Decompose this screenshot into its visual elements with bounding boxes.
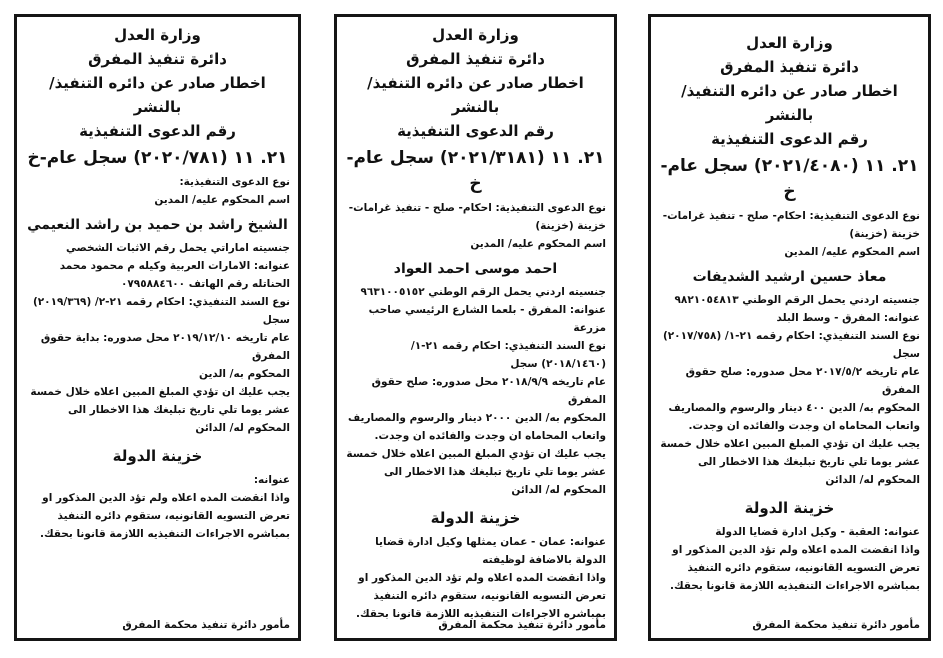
- footer-signature: مأمور دائرة تنفيذ محكمة المفرق: [752, 619, 920, 631]
- case-number: ٢١. ١١ (٢٠٢٠/٧٨١) سجل عام-خ: [27, 148, 288, 168]
- amount: المحكوم به/ الدين ٢٠٠٠ دينار والرسوم والمصاريف واتعاب المحاماه ان وجدت والفائده ان وجدت.: [348, 412, 606, 442]
- notice-title: اخطار صادر عن دائره التنفيذ/ بالنشر: [681, 82, 898, 124]
- creditor-name: خزينة الدولة: [744, 499, 835, 517]
- department-title: دائرة تنفيذ المفرق: [88, 50, 227, 68]
- payment-notice: يجب عليك ان تؤدي المبلغ المبين اعلاه خلال خمسة عشر يوما تلي تاريخ تبليغك هذا الاخطار الى المحكوم له/ الدائن: [660, 438, 920, 486]
- footer-signature: مأمور دائرة تنفيذ محكمة المفرق: [122, 619, 290, 631]
- notice-title: اخطار صادر عن دائره التنفيذ/ بالنشر: [49, 74, 266, 116]
- ministry-title: وزارة العدل: [746, 34, 833, 52]
- debtor-name: معاذ حسين ارشيد الشديفات: [692, 269, 887, 285]
- amount: المحكوم به/ الدين ٤٠٠ دينار والرسوم والمصاريف واتعاب المحاماه ان وجدت والفائده ان وجدت.: [668, 402, 920, 432]
- notice-1: [648, 14, 931, 641]
- payment-notice: يجب عليك ان تؤدي المبلغ المبين اعلاه خلال خمسة عشر يوما تلي تاريخ تبليغك هذا الاخطار الى المحكوم له/ الدائن: [30, 386, 290, 434]
- deed-date: عام تاريخه ٢٠١٧/٥/٢ محل صدوره: صلح حقوق المفرق: [685, 366, 920, 396]
- notice-3: [14, 14, 301, 641]
- warning-text: واذا انقضت المده اعلاه ولم تؤد الدين المذكور او تعرض التسويه القانونيه، ستقوم دائره التنفيذ بمباشره الاجراءات التنفيذيه اللازمة قانونا بحقك.: [355, 572, 606, 620]
- creditor-address: عنوانه: العقبة - وكيل ادارة قضايا الدولة: [715, 526, 920, 538]
- creditor-address: عنوانه: عمان - عمان يمثلها وكيل ادارة قضايا الدولة بالاضافة لوظيفته: [375, 536, 606, 566]
- notice-title: اخطار صادر عن دائره التنفيذ/ بالنشر: [367, 74, 584, 116]
- deed-date: عام تاريخه ٢٠١٩/١٢/١٠ محل صدوره: بداية حقوق المفرق: [40, 332, 290, 362]
- payment-notice: يجب عليك ان تؤدي المبلغ المبين اعلاه خلال خمسة عشر يوما تلي تاريخ تبليغك هذا الاخطار الى المحكوم له/ الدائن: [346, 448, 606, 496]
- debtor-label: اسم المحكوم عليه/ المدين: [154, 194, 290, 206]
- nationality: جنسيته اردني يحمل الرقم الوطني ٩٨٢١٠٥٤٨١٣: [674, 294, 920, 306]
- notice-2: [334, 14, 617, 641]
- case-label: رقم الدعوى التنفيذية: [397, 122, 554, 140]
- case-number: ٢١. ١١ (٢٠٢١/٤٠٨٠) سجل عام-خ: [660, 156, 919, 202]
- case-label: رقم الدعوى التنفيذية: [79, 122, 236, 140]
- deed-type: نوع السند التنفيذي: احكام رقمه ٢١-١/ (٢٠١٨/١٤٦٠) سجل: [410, 340, 606, 370]
- address: عنوانه: المفرق - بلعما الشارع الرئيسي صاحب مزرعة: [368, 304, 606, 334]
- warning-text: واذا انقضت المده اعلاه ولم تؤد الدين المذكور او تعرض التسويه القانونيه، ستقوم دائره التنفيذ بمباشره الاجراءات التنفيذيه اللازمة قانونا بحقك.: [669, 544, 920, 592]
- ministry-title: وزارة العدل: [114, 26, 201, 44]
- department-title: دائرة تنفيذ المفرق: [720, 58, 859, 76]
- creditor-address: عنوانه:: [253, 474, 290, 486]
- warning-text: واذا انقضت المده اعلاه ولم تؤد الدين المذكور او تعرض التسويه القانونيه، ستقوم دائره التنفيذ بمباشره الاجراءات التنفيذيه اللازمة قانونا بحقك.: [39, 492, 290, 540]
- address: عنوانه: المفرق - وسط البلد: [776, 312, 920, 324]
- case-type: نوع الدعوى التنفيذية: احكام- صلح - تنفيذ غرامات- خزينة (خزينة): [662, 210, 920, 240]
- department-title: دائرة تنفيذ المفرق: [406, 50, 545, 68]
- debtor-name: الشيخ راشد بن حميد بن راشد النعيمي: [27, 217, 288, 233]
- amount: المحكوم به/ الدين: [199, 368, 290, 380]
- nationality: جنسيته اماراتي يحمل رقم الاثبات الشخصي: [66, 242, 290, 254]
- debtor-label: اسم المحكوم عليه/ المدين: [784, 246, 920, 258]
- footer-signature: مأمور دائرة تنفيذ محكمة المفرق: [438, 619, 606, 631]
- creditor-name: خزينة الدولة: [112, 447, 203, 465]
- case-label: رقم الدعوى التنفيذية: [711, 130, 868, 148]
- nationality: جنسيته اردني يحمل الرقم الوطني ٩٦٣١٠٠٥١٥٢: [360, 286, 606, 298]
- case-type: نوع الدعوى التنفيذية: احكام- صلح - تنفيذ غرامات- خزينة (خزينة): [348, 202, 606, 232]
- case-type: نوع الدعوى التنفيذية:: [179, 176, 290, 188]
- deed-type: نوع السند التنفيذي: احكام رقمه ٢١-٢/ (٢٠١٩/٣٦٩) سجل: [32, 296, 290, 326]
- debtor-name: احمد موسى احمد العواد: [393, 261, 558, 277]
- case-number: ٢١. ١١ (٢٠٢١/٣١٨١) سجل عام-خ: [346, 148, 605, 194]
- deed-date: عام تاريخه ٢٠١٨/٩/٩ محل صدوره: صلح حقوق المفرق: [371, 376, 606, 406]
- debtor-label: اسم المحكوم عليه/ المدين: [470, 238, 606, 250]
- deed-type: نوع السند التنفيذي: احكام رقمه ٢١-١/ (٢٠١٧/٧٥٨) سجل: [662, 330, 920, 360]
- address: عنوانه: الامارات العربية وكيله م محمود محمد الحناتله رقم الهاتف ٠٧٩٥٨٨٤٦٠٠: [59, 260, 290, 290]
- creditor-name: خزينة الدولة: [430, 509, 521, 527]
- ministry-title: وزارة العدل: [432, 26, 519, 44]
